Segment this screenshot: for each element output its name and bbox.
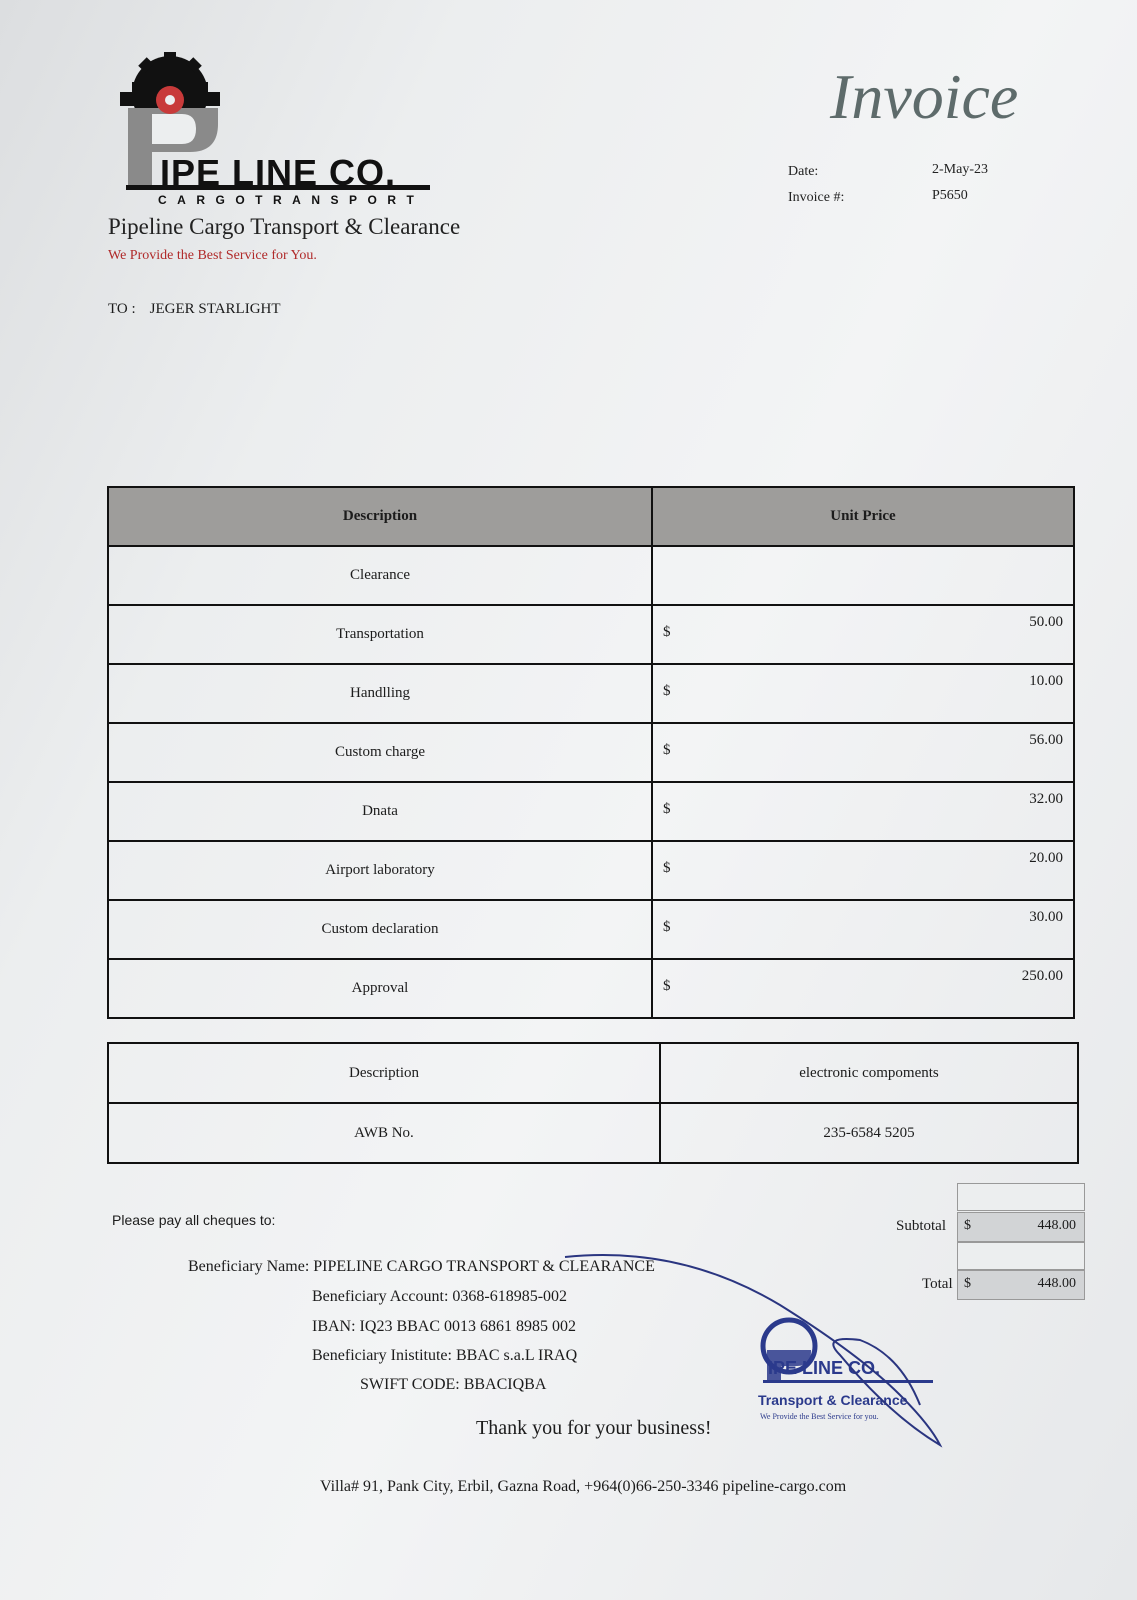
stamp-subtitle: Transport & Clearance xyxy=(758,1392,908,1408)
beneficiary-institute: Beneficiary Inistitute: BBAC s.a.L IRAQ xyxy=(312,1347,578,1364)
item-description: Airport laboratory xyxy=(108,841,652,900)
subtotal-currency: $ xyxy=(964,1218,971,1233)
subtotal-value: 448.00 xyxy=(1037,1218,1076,1233)
subtotal-label: Subtotal xyxy=(896,1218,947,1234)
table-row xyxy=(108,1103,1078,1163)
item-currency: $ xyxy=(663,683,671,699)
item-currency: $ xyxy=(663,978,671,994)
item-price xyxy=(652,959,1074,1018)
item-description: Clearance xyxy=(108,546,652,605)
thank-you-message: Thank you for your business! xyxy=(476,1417,712,1439)
logo-wordmark: IPE LINE CO. xyxy=(160,152,397,193)
table-row xyxy=(108,546,1074,605)
stamp-name: IPE LINE CO. xyxy=(768,1358,881,1378)
item-amount: 56.00 xyxy=(1029,732,1063,748)
table-row xyxy=(108,782,1074,841)
item-currency: $ xyxy=(663,919,671,935)
item-price xyxy=(652,782,1074,841)
footer-address: Villa# 91, Pank City, Erbil, Gazna Road, +964(0)66-250-3346 pipeline-cargo.com xyxy=(320,1478,847,1495)
table-row xyxy=(108,959,1074,1018)
table-row xyxy=(108,900,1074,959)
invoice-number-value: P5650 xyxy=(932,188,968,203)
item-amount: 10.00 xyxy=(1029,673,1063,689)
subtotal-box xyxy=(957,1212,1085,1242)
logo-subtext: CARGOTRANSPORT xyxy=(158,193,425,207)
item-description: Transportation xyxy=(108,605,652,664)
item-price xyxy=(652,605,1074,664)
totals-spacer xyxy=(957,1183,1085,1211)
item-currency: $ xyxy=(663,801,671,817)
item-price xyxy=(652,841,1074,900)
invoice-number-label: Invoice #: xyxy=(788,190,845,205)
items-table xyxy=(107,486,1075,1019)
iban: IBAN: IQ23 BBAC 0013 6861 8985 002 xyxy=(312,1318,577,1335)
shipment-info-table xyxy=(107,1042,1079,1164)
info-label: AWB No. xyxy=(108,1103,660,1163)
item-amount: 250.00 xyxy=(1021,968,1063,984)
company-name: Pipeline Cargo Transport & Clearance xyxy=(108,214,461,239)
info-value: electronic compoments xyxy=(660,1043,1078,1103)
signature xyxy=(560,1245,960,1475)
info-label: Description xyxy=(108,1043,660,1103)
date-label: Date: xyxy=(788,164,819,179)
beneficiary-name: Beneficiary Name: PIPELINE CARGO TRANSPORT & CLEARANCE xyxy=(188,1258,655,1275)
beneficiary-account: Beneficiary Account: 0368-618985-002 xyxy=(312,1288,568,1305)
header-description: Description xyxy=(108,487,652,546)
item-description: Custom charge xyxy=(108,723,652,782)
payment-heading: Please pay all cheques to: xyxy=(112,1212,276,1228)
header-unit-price: Unit Price xyxy=(652,487,1074,546)
item-price xyxy=(652,900,1074,959)
total-label: Total xyxy=(922,1276,953,1292)
invoice-title: Invoice xyxy=(830,61,1019,132)
total-currency: $ xyxy=(964,1276,971,1291)
item-amount: 20.00 xyxy=(1029,850,1063,866)
item-price xyxy=(652,664,1074,723)
table-row xyxy=(108,1043,1078,1103)
total-box xyxy=(957,1270,1085,1300)
item-amount: 30.00 xyxy=(1029,909,1063,925)
total-value: 448.00 xyxy=(1037,1276,1076,1291)
recipient-name: JEGER STARLIGHT xyxy=(149,301,281,317)
recipient-label: TO : xyxy=(108,301,136,317)
recipient xyxy=(108,301,281,318)
item-price xyxy=(652,546,1074,605)
totals-spacer xyxy=(957,1242,1085,1270)
item-description: Approval xyxy=(108,959,652,1018)
item-amount: 32.00 xyxy=(1029,791,1063,807)
item-currency: $ xyxy=(663,742,671,758)
item-price xyxy=(652,723,1074,782)
item-amount: 50.00 xyxy=(1029,614,1063,630)
swift-code: SWIFT CODE: BBACIQBA xyxy=(360,1376,547,1393)
table-row xyxy=(108,723,1074,782)
items-header-row xyxy=(108,487,1074,546)
stamp-tagline: We Provide the Best Service for you. xyxy=(760,1412,879,1421)
item-currency: $ xyxy=(663,860,671,876)
table-row xyxy=(108,664,1074,723)
info-value: 235-6584 5205 xyxy=(660,1103,1078,1163)
table-row xyxy=(108,841,1074,900)
item-description: Custom declaration xyxy=(108,900,652,959)
table-row xyxy=(108,605,1074,664)
date-value: 2-May-23 xyxy=(932,162,988,177)
item-description: Handlling xyxy=(108,664,652,723)
company-tagline: We Provide the Best Service for You. xyxy=(108,248,317,263)
item-description: Dnata xyxy=(108,782,652,841)
item-currency: $ xyxy=(663,624,671,640)
